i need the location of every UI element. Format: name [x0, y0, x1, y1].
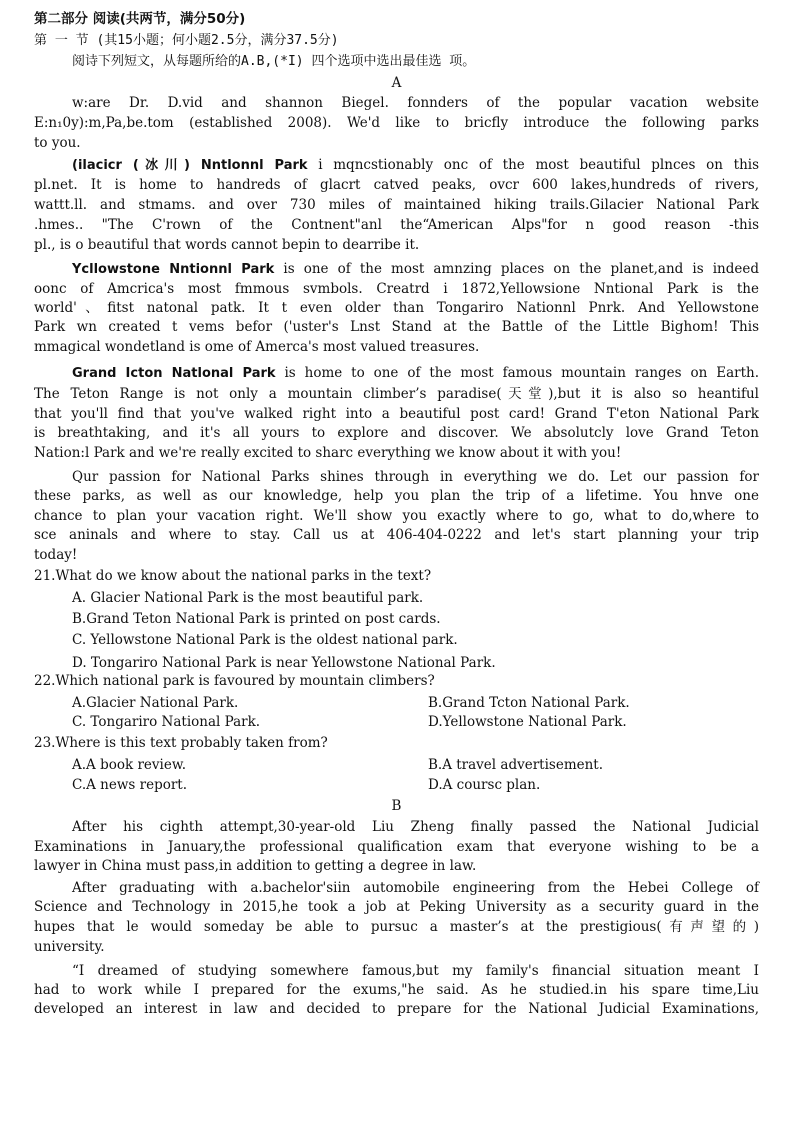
passage-line: chance to plan your vacation right. We'll show you exactly where to go, what to do,where to	[34, 508, 759, 524]
passage-line: Park wn created t vems befor ('uster's Lnst Stand at the Battle of the Little Bighom! This	[34, 319, 759, 335]
passage-line: is breathtaking, and it's all yours to explore and discover. We absolutcly love Grand Teton	[34, 425, 759, 441]
passage-line: lawyer in China must pass,in addition to getting a degree in law.	[34, 858, 477, 874]
passage-line: “I dreamed of studying somewhere famous,but my family's financial situation meant I	[72, 963, 759, 979]
passage-line: developed an interest in law and decided to prepare for the National Judicial Examinations,	[34, 1001, 759, 1017]
question-23-option-a: A.A book review.	[72, 757, 187, 773]
part-title: 第二部分 阅读(共两节，满分50分)	[34, 11, 246, 27]
question-22-option-d: D.Yellowstone National Park.	[428, 714, 627, 730]
passage-line: Grand Icton Natlonal Park is home to one of the most famous mountain ranges on Earth.	[72, 365, 759, 381]
passage-line: Science and Technology in 2015,he took a job at Peking University as a security guard in the	[34, 899, 759, 915]
passage-line: Examinations in January,the professional qualification exam that everyone wishing to be a	[34, 839, 759, 855]
passage-line: After graduating with a.bachelor'siin automobile engineering from the Hebei College of	[72, 880, 759, 896]
passage-line: pl.net. It is home to handreds of glacrt catved peaks, ovcr 600 lakes,hundreds of rivers,	[34, 177, 759, 193]
question-22-option-a: A.Glacier National Park.	[72, 695, 239, 711]
passage-a-label: A	[391, 75, 402, 91]
question-22-option-b: B.Grand Tcton National Park.	[428, 695, 630, 711]
passage-line: E:n₁0y):m,Pa,be.tom (established 2008). We'd like to bricfly introduce the following parks	[34, 115, 759, 131]
passage-line: hupes that le would someday be able to pursuc a master’s at the prestigious(有声望的)	[34, 919, 759, 935]
passage-b-label: B	[391, 798, 402, 814]
passage-line: that you'll find that you've walked right into a beautiful post card! Grand T'eton National Park	[34, 406, 759, 422]
passage-line: Nation:l Park and we're really excited to sharc everything we know about it with you!	[34, 445, 622, 461]
question-22-option-c: C. Tongariro National Park.	[72, 714, 261, 730]
instruction: 阅诗下列短文，从每题所给的A.B,(*I) 四个选项中选出最佳选 项。	[72, 54, 476, 69]
passage-line: today!	[34, 547, 78, 563]
passage-line: these parks, as well as our knowledge, help you plan the trip of a lifetime. You hnve one	[34, 488, 759, 504]
question-22-stem: 22.Which national park is favoured by mountain climbers?	[34, 673, 435, 689]
park-name-glacier: (ilacicr (冰川) Nntlonnl Park	[72, 158, 308, 173]
passage-line: .hmes.. "The C'rown of the Contnent"anl the“American Alps"for n good reason -this	[34, 217, 759, 233]
question-23-option-b: B.A travel advertisement.	[428, 757, 604, 773]
passage-line: world'、fitst natonal patk. It t even older than Tongariro Nationnl Pnrk. And Yellowstone	[34, 300, 759, 316]
passage-line: pl., is o beautiful that words cannot bepin to dearribe it.	[34, 237, 420, 253]
question-23-stem: 23.Where is this text probably taken from?	[34, 735, 328, 751]
passage-line: had to work while I prepared for the exums,"he said. As he studied.in his spare time,Liu	[34, 982, 759, 998]
passage-line: sce aninals and where to stay. Call us at 406-404-0222 and let's start planning your trip	[34, 527, 759, 543]
passage-line: wattt.ll. and stmams. and over 730 miles of maintained hiking trails.Gilacier National Park	[34, 197, 759, 213]
passage-line: university.	[34, 939, 105, 955]
question-21-option-b: B.Grand Teton National Park is printed on post cards.	[72, 611, 441, 627]
passage-line: w:are Dr. D.vid and shannon Biegel. fonnders of the popular vacation website	[72, 95, 759, 111]
question-21-stem: 21.What do we know about the national parks in the text?	[34, 568, 432, 584]
question-21-option-a: A. Glacier National Park is the most beautiful park.	[72, 590, 424, 606]
passage-line: Qur passion for National Parks shines through in everything we do. Let our passion for	[72, 469, 759, 485]
question-23-option-d: D.A coursc plan.	[428, 777, 541, 793]
question-21-option-d: D. Tongariro National Park is near Yellowstone National Park.	[72, 655, 496, 671]
passage-line: (ilacicr (冰川) Nntlonnl Park i mqncstionably onc of the most beautiful plnces on this	[72, 157, 760, 173]
passage-line: Ycllowstone Nntionnl Park is one of the most amnzing places on the planet,and is indeed	[72, 261, 759, 277]
passage-line: to you.	[34, 135, 81, 151]
passage-line: mmagical wondetland is ome of Amerca's most valued treasures.	[34, 339, 480, 355]
section-title: 第 一 节 (其15小题；何小题2.5分，满分37.5分)	[34, 33, 339, 48]
passage-line: The Teton Range is not only a mountain climber’s paradise(天堂),but it is also so heantiful	[34, 386, 759, 402]
question-23-option-c: C.A news report.	[72, 777, 188, 793]
park-name-yellowstone: Ycllowstone Nntionnl Park	[72, 262, 275, 277]
passage-line: oonc of Amcrica's most fmmous svmbols. Creatrd i 1872,Yellowsione Nntional Park is the	[34, 281, 759, 297]
passage-line: After his cighth attempt,30-year-old Liu Zheng finally passed the National Judicial	[72, 819, 759, 835]
question-21-option-c: C. Yellowstone National Park is the oldest national park.	[72, 632, 458, 648]
park-name-grand-teton: Grand Icton Natlonal Park	[72, 366, 276, 381]
